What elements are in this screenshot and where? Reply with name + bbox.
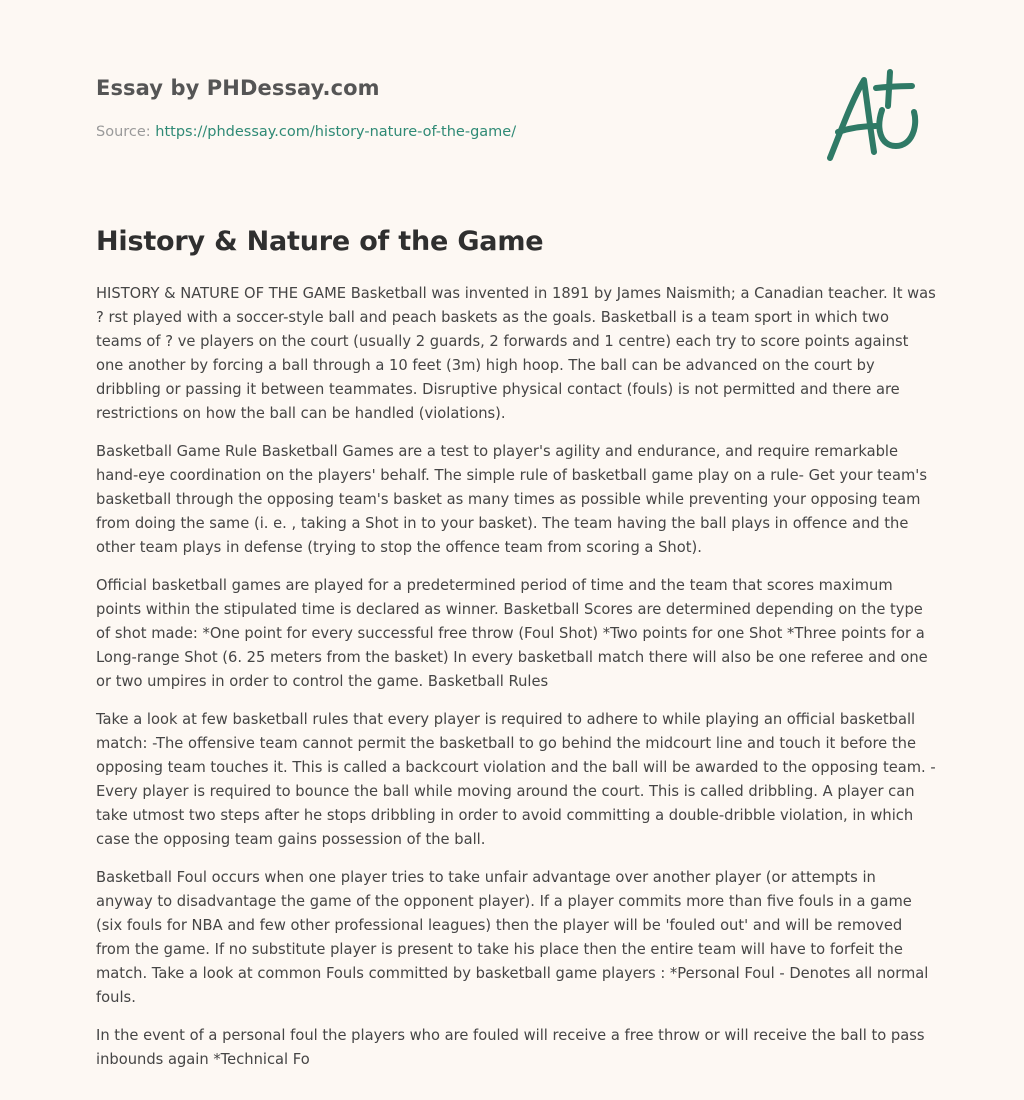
essay-paragraph: Official basketball games are played for a predetermined period of time and the team that scores maximum points within the stipulated time is declared as winner. Basketball Scores are determined depending on the type of shot made: *One point for every successful free throw (Foul Shot) *Two points for one Shot *Three points for a Long-range Shot (6. 25 meters from the basket) In every basketball match there will also be one referee and one or two umpires in order to control the game. Basketball Rules <box>96 577 928 690</box>
a-plus-logo-icon <box>820 66 930 166</box>
essay-content <box>96 282 936 1086</box>
essay-paragraph: Take a look at few basketball rules that every player is required to adhere to while playing an official basketball match: -The offensive team cannot permit the basketball to go behind the midcourt line and touch it before the opposing team touches it. This is called a backcourt violation and the ball will be awarded to the opposing team. -Every player is required to bounce the ball while moving around the court. This is called dribbling. A player can take utmost two steps after he stops dribbling in order to avoid committing a double-dribble violation, in which case the opposing team gains possession of the ball. <box>96 711 936 848</box>
essay-title: History & Nature of the Game <box>96 226 544 257</box>
essay-paragraph: HISTORY & NATURE OF THE GAME Basketball was invented in 1891 by James Naismith; a Canadian teacher. It was ? rst played with a soccer-style ball and peach baskets as the goals. Basketball is a team sport in which two teams of ? ve players on the court (usually 2 guards, 2 forwards and 1 centre) each try to score points against one another by forcing a ball through a 10 feet (3m) high hoop. The ball can be advanced on the court by dribbling or passing it between teammates. Disruptive physical contact (fouls) is not permitted and there are restrictions on how the ball can be handled (violations). <box>96 285 936 422</box>
essay-paragraph: Basketball Game Rule Basketball Games are a test to player's agility and endurance, and require remarkable hand-eye coordination on the players' behalf. The simple rule of basketball game play on a rule- Get your team's basketball through the opposing team's basket as many times as possible while preventing your opposing team from doing the same (i. e. , taking a Shot in to your basket). The team having the ball plays in offence and the other team plays in defense (trying to stop the offence team from scoring a Shot). <box>96 443 927 556</box>
essay-paragraph: In the event of a personal foul the players who are fouled will receive a free throw or will receive the ball to pass inbounds again *Technical Fo <box>96 1027 925 1068</box>
essay-paragraph: Basketball Foul occurs when one player tries to take unfair advantage over another player (or attempts in anyway to disadvantage the game of the opponent player). If a player commits more than five fouls in a game (six fouls for NBA and few other professional leagues) then the player will be 'fouled out' and will be removed from the game. If no substitute player is present to take his place then the entire team will have to forfeit the match. Take a look at common Fouls committed by basketball game players : *Personal Foul - Denotes all normal fouls. <box>96 869 929 1006</box>
source-label: Source: <box>96 124 156 140</box>
source-line <box>96 124 516 140</box>
source-link[interactable]: https://phdessay.com/history-nature-of-the-game/ <box>155 124 517 140</box>
brand-title: Essay by PHDessay.com <box>96 76 380 100</box>
